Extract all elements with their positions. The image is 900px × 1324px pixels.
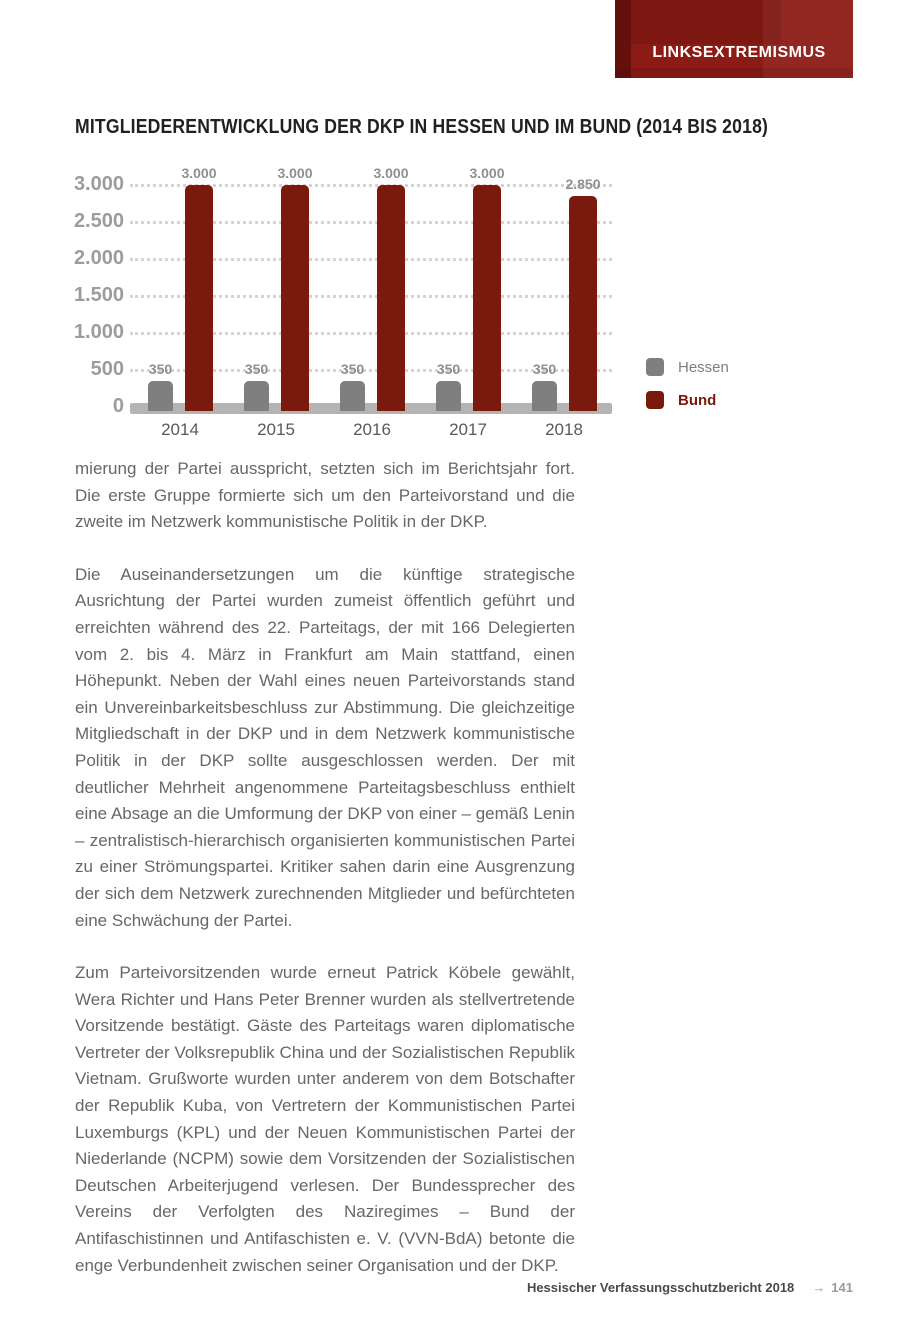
bar-hessen-2018 [532, 381, 557, 411]
arrow-right-icon: → [812, 1280, 826, 1295]
y-tick-label-1000: 1.000 [73, 321, 124, 343]
footer-page-number: 141 [831, 1280, 853, 1295]
paragraph-3: Zum Parteivorsitzenden wurde erneut Patrick Köbele gewählt, Wera Richter und Hans Peter Brenner wurden als stellvertretende Vorsitzende bestätigt. Gäste des Parteitags waren diplomatische Vertreter der Volksrepublik China und der Sozialistischen Republik Vietnam. Grußworte wurden unter anderem von dem Botschafter der Republik Kuba, von Vertretern der Kommunistischen Partei Luxemburgs (KPL) und der Neuen Kommunistischen Partei der Niederlande (NCPM) sowie dem Vorsitzenden der Sozialistischen Deutschen Arbeiterjugend verlesen. Der Bundessprecher des Vereins der Verfolgten des Naziregimes – Bund der Antifaschistinnen und Antifaschisten e. V. (VVN-BdA) betonte die enge Verbundenheit zwischen seiner Organisation und der DKP. [75, 963, 575, 1275]
bar-bund-2015 [281, 185, 309, 411]
bar-bund-2014 [185, 185, 213, 411]
membership-bar-chart [0, 0, 900, 460]
bar-label-hessen-2017: 350 [436, 361, 461, 378]
legend-label-hessen: Hessen [678, 358, 729, 376]
footer-document-title: Hessischer Verfassungsschutzbericht 2018 [526, 1280, 795, 1295]
chart-title: MITGLIEDERENTWICKLUNG DER DKP IN HESSEN UND IM BUND (2014 BIS 2018) [75, 116, 769, 138]
x-tick-label-2018: 2018 [545, 420, 583, 439]
x-tick-label-2015: 2015 [257, 420, 295, 439]
bar-label-hessen-2015: 350 [244, 361, 269, 378]
bar-label-bund-2018: 2.850 [565, 176, 601, 193]
bar-label-hessen-2014: 350 [148, 361, 173, 378]
bar-label-bund-2016: 3.000 [373, 165, 409, 181]
legend-item-hessen [646, 358, 729, 376]
bar-label-hessen-2018: 350 [532, 361, 557, 378]
paragraph-1: mierung der Partei ausspricht, setzten sich im Berichtsjahr fort. Die erste Gruppe formierte sich um den Parteivorstand und die zweite im Netzwerk kommunistische Politik in der DKP. [75, 459, 575, 532]
y-tick-label-1500: 1.500 [73, 284, 124, 306]
legend-item-bund [646, 391, 729, 409]
x-tick-label-2017: 2017 [449, 420, 487, 439]
y-tick-label-0: 0 [112, 395, 124, 417]
chart-legend [646, 358, 729, 424]
bar-label-bund-2014: 3.000 [181, 165, 217, 181]
bar-hessen-2014 [148, 381, 173, 411]
bar-bund-2017 [473, 185, 501, 411]
legend-swatch-hessen [646, 358, 664, 376]
legend-swatch-bund [646, 391, 664, 409]
y-tick-label-3000: 3.000 [73, 173, 124, 195]
paragraph-2: Die Auseinandersetzungen um die künftige strategische Ausrichtung der Partei wurden zumeist öffentlich geführt und erreichten während des 22. Parteitags, der mit 166 Delegierten vom 2. bis 4. März in Frankfurt am Main stattfand, einen Höhepunkt. Neben der Wahl eines neuen Parteivorstands stand ein Unvereinbarkeitsbeschluss zur Abstimmung. Die gleichzeitige Mitgliedschaft in der DKP und in dem Netzwerk kommunistische Politik in der DKP sollte ausgeschlossen werden. Der mit deutlicher Mehrheit angenommene Parteitagsbeschluss enthielt eine Absage an die Umformung der DKP von einer – gemäß Lenin – zentralistisch-hierarchisch organisierten kommunistischen Partei zu einer Strömungspartei. Kritiker sahen darin eine Ausgrenzung der sich dem Netzwerk zurechnenden Mitglieder und befürchteten eine Schwächung der Partei. [75, 564, 575, 930]
bar-hessen-2016 [340, 381, 365, 411]
x-tick-label-2014: 2014 [161, 420, 199, 439]
bar-bund-2018 [569, 196, 597, 411]
bar-hessen-2015 [244, 381, 269, 411]
bar-label-bund-2017: 3.000 [469, 165, 505, 181]
y-tick-label-2000: 2.000 [73, 247, 124, 269]
bar-label-hessen-2016: 350 [340, 361, 365, 378]
bar-hessen-2017 [436, 381, 461, 411]
bar-bund-2016 [377, 185, 405, 411]
legend-label-bund: Bund [678, 391, 717, 409]
page-footer [527, 1280, 853, 1295]
y-tick-label-2500: 2.500 [73, 210, 124, 232]
x-tick-label-2016: 2016 [353, 420, 391, 439]
y-tick-label-500: 500 [90, 358, 124, 380]
body-text-block [75, 456, 575, 1305]
bar-label-bund-2015: 3.000 [277, 165, 313, 181]
chapter-badge-label: LINKSEXTREMISMUS [652, 44, 826, 61]
